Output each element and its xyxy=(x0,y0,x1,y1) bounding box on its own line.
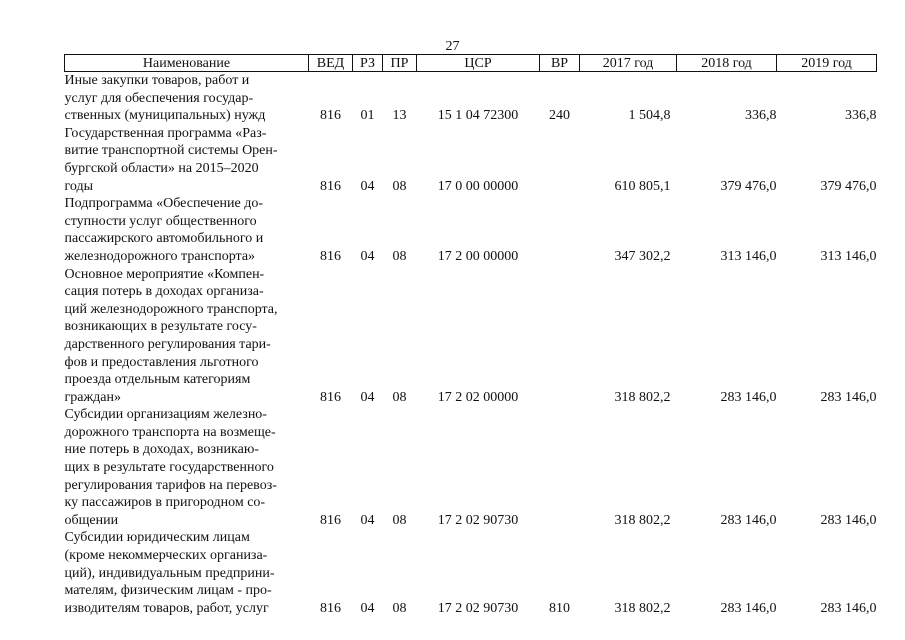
cell-vr: 810 xyxy=(549,600,570,616)
table-body xyxy=(65,72,877,618)
cell-2018: 313 146,0 xyxy=(720,248,777,264)
name-line: ступности услуг общественного xyxy=(64,213,257,229)
cell-name xyxy=(65,266,309,407)
header-ved: ВЕД xyxy=(309,55,353,72)
cell-2018: 283 146,0 xyxy=(720,512,777,528)
cell-ved: 816 xyxy=(320,248,341,264)
cell-2019: 283 146,0 xyxy=(820,389,877,405)
header-rz: РЗ xyxy=(353,55,383,72)
header-pr: ПР xyxy=(383,55,417,72)
cell-2017: 318 802,2 xyxy=(614,389,671,405)
cell-2019: 379 476,0 xyxy=(820,178,877,194)
cell-vr xyxy=(540,266,580,407)
cell-rz: 04 xyxy=(360,389,375,405)
name-line: Подпрограмма «Обеспечение до- xyxy=(64,196,264,212)
cell-pr: 08 xyxy=(392,512,407,528)
cell-csr: 17 2 00 00000 xyxy=(437,248,519,264)
cell-2017: 347 302,2 xyxy=(614,248,671,264)
cell-name xyxy=(65,195,309,265)
cell-2019: 313 146,0 xyxy=(820,248,877,264)
cell-csr: 17 2 02 00000 xyxy=(437,389,519,405)
cell-2019: 283 146,0 xyxy=(820,600,877,616)
header-2019: 2019 год xyxy=(777,55,877,72)
cell-name xyxy=(65,406,309,529)
table-header-row xyxy=(65,55,877,72)
name-line: услуг для обеспечения государ- xyxy=(64,90,254,106)
header-vr: ВР xyxy=(540,55,580,72)
cell-csr: 17 2 02 90730 xyxy=(437,600,519,616)
header-csr: ЦСР xyxy=(417,55,540,72)
cell-vr: 240 xyxy=(549,108,570,124)
cell-ved: 816 xyxy=(320,178,341,194)
cell-vr xyxy=(540,195,580,265)
cell-rz: 01 xyxy=(360,108,375,124)
cell-pr: 08 xyxy=(392,389,407,405)
table-row xyxy=(65,72,877,125)
cell-name xyxy=(65,72,309,125)
name-line: изводителям товаров, работ, услуг xyxy=(64,600,269,616)
name-line: пассажирского автомобильного и xyxy=(64,231,264,247)
cell-csr: 15 1 04 72300 xyxy=(437,108,519,124)
name-line: ние потерь в доходах, возникаю- xyxy=(64,442,259,458)
cell-2019: 336,8 xyxy=(845,108,877,124)
table-row xyxy=(65,529,877,617)
name-line: ственных (муниципальных) нужд xyxy=(64,108,266,124)
cell-vr xyxy=(540,125,580,195)
name-line: Иные закупки товаров, работ и xyxy=(64,73,250,88)
name-line: ку пассажиров в пригородном со- xyxy=(64,495,266,511)
name-line: железнодорожного транспорта» xyxy=(64,248,256,264)
cell-pr: 13 xyxy=(392,108,407,124)
name-line: бургской области» на 2015–2020 xyxy=(64,160,259,176)
name-line: сация потерь в доходах организа- xyxy=(64,284,264,300)
table-row xyxy=(65,266,877,407)
name-line: годы xyxy=(64,178,94,194)
cell-2018: 283 146,0 xyxy=(720,389,777,405)
cell-pr: 08 xyxy=(392,178,407,194)
name-line: дорожного транспорта на возмеще- xyxy=(64,424,276,440)
name-line: проезда отдельным категориям xyxy=(64,372,251,388)
budget-table xyxy=(64,54,877,617)
name-line: ций железнодорожного транспорта, xyxy=(64,301,278,317)
cell-rz: 04 xyxy=(360,178,375,194)
cell-ved: 816 xyxy=(320,512,341,528)
cell-2017: 1 504,8 xyxy=(628,108,671,124)
cell-pr: 08 xyxy=(392,600,407,616)
name-line: граждан» xyxy=(64,389,121,405)
page-number: 27 xyxy=(445,39,460,54)
cell-rz: 04 xyxy=(360,248,375,264)
cell-2018: 336,8 xyxy=(745,108,777,124)
name-line: (кроме некоммерческих организа- xyxy=(64,548,268,564)
header-2017: 2017 год xyxy=(580,55,677,72)
header-2018: 2018 год xyxy=(677,55,777,72)
name-line: Субсидии юридическим лицам xyxy=(64,530,250,546)
cell-csr: 17 2 02 90730 xyxy=(437,512,519,528)
table-row xyxy=(65,125,877,195)
cell-2017: 318 802,2 xyxy=(614,600,671,616)
name-line: возникающих в результате госу- xyxy=(64,319,257,335)
name-line: ций), индивидуальным предприни- xyxy=(64,565,275,581)
cell-ved: 816 xyxy=(320,108,341,124)
table-row xyxy=(65,195,877,265)
name-line: витие транспортной системы Орен- xyxy=(64,143,278,159)
cell-rz: 04 xyxy=(360,512,375,528)
header-name: Наименование xyxy=(65,55,309,72)
cell-2018: 283 146,0 xyxy=(720,600,777,616)
cell-name xyxy=(65,529,309,617)
cell-pr: 08 xyxy=(392,248,407,264)
cell-csr: 17 0 00 00000 xyxy=(437,178,519,194)
cell-2019: 283 146,0 xyxy=(820,512,877,528)
name-line: фов и предоставления льготного xyxy=(64,354,259,370)
table-row xyxy=(65,406,877,529)
cell-rz: 04 xyxy=(360,600,375,616)
cell-2017: 318 802,2 xyxy=(614,512,671,528)
name-line: щих в результате государственного xyxy=(64,460,274,476)
cell-ved: 816 xyxy=(320,389,341,405)
name-line: Субсидии организациям железно- xyxy=(64,407,267,423)
cell-2017: 610 805,1 xyxy=(614,178,671,194)
cell-name xyxy=(65,125,309,195)
cell-2018: 379 476,0 xyxy=(720,178,777,194)
name-line: общении xyxy=(64,512,119,528)
name-line: мателям, физическим лицам - про- xyxy=(64,583,272,599)
name-line: дарственного регулирования тари- xyxy=(64,336,271,352)
name-line: Государственная программа «Раз- xyxy=(64,125,267,141)
cell-ved: 816 xyxy=(320,600,341,616)
name-line: Основное мероприятие «Компен- xyxy=(64,266,265,282)
cell-vr xyxy=(540,406,580,529)
name-line: регулирования тарифов на перевоз- xyxy=(64,477,277,493)
